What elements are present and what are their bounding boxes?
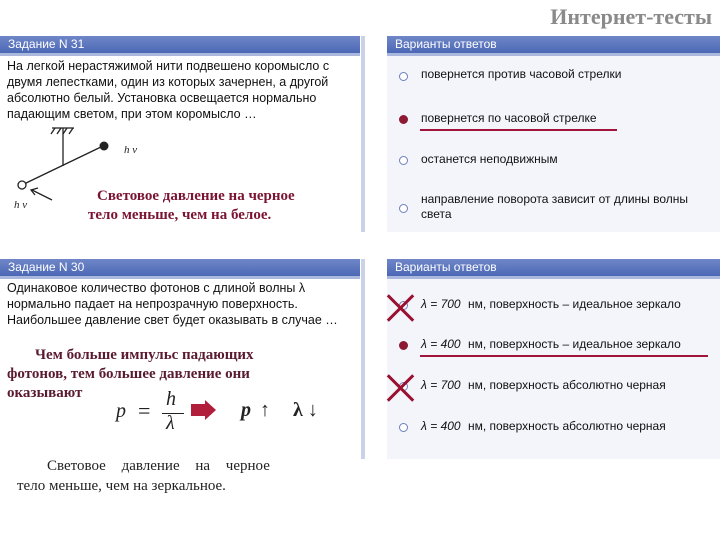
- question-line: абсолютно белый. Установка освещается нормально: [7, 91, 317, 105]
- arrow-right-icon: [191, 400, 217, 420]
- radio-button-selected[interactable]: [399, 341, 408, 350]
- task1-note: [88, 187, 350, 225]
- cross-mark-icon: [387, 295, 413, 321]
- question-line: Одинаковое количество фотонов с длиной волны λ: [7, 281, 306, 295]
- radio-button[interactable]: [399, 72, 408, 81]
- task1-question: [7, 58, 359, 122]
- answer-underline: [420, 355, 708, 357]
- answers1-header: Варианты ответов: [387, 36, 720, 53]
- answers2-header: Варианты ответов: [387, 259, 720, 276]
- task1-panel: [0, 36, 360, 56]
- note-line: тело меньше, чем на зеркальное.: [17, 478, 226, 494]
- answer-option-line: света: [421, 207, 452, 221]
- task2-note2: [17, 456, 337, 496]
- task2-question: [7, 280, 359, 328]
- task2-header: Задание N 30: [0, 259, 360, 276]
- note-line: оказывают: [7, 385, 83, 401]
- radio-button-selected[interactable]: [399, 115, 408, 124]
- task2-panel: [0, 259, 360, 279]
- note-line: Чем больше импульс падающих: [35, 347, 254, 363]
- radio-button[interactable]: [399, 156, 408, 165]
- answer-option[interactable]: повернется против часовой стрелки: [421, 67, 622, 81]
- answer-option[interactable]: λ = 700 нм, поверхность – идеальное зеркало: [421, 297, 681, 311]
- note-line: фотонов, тем большее давление они: [7, 366, 250, 382]
- momentum-result: [241, 399, 318, 422]
- lambda-symbol: λ: [293, 399, 303, 421]
- answer-option[interactable]: λ = 700 нм, поверхность абсолютно черная: [421, 378, 666, 392]
- down-arrow-icon: ↓: [307, 399, 318, 421]
- radio-button[interactable]: [399, 204, 408, 213]
- radio-button[interactable]: [399, 423, 408, 432]
- answer-option[interactable]: [421, 192, 688, 222]
- answer-option[interactable]: λ = 400 нм, поверхность абсолютно черная: [421, 419, 666, 433]
- answer-option-selected[interactable]: повернется по часовой стрелке: [421, 111, 597, 125]
- hv-label-bottom: h ν: [14, 199, 28, 211]
- up-arrow-icon: ↑: [260, 399, 270, 421]
- answers2-panel: [387, 259, 720, 459]
- note-line: Световое давление на черное: [47, 458, 270, 474]
- answer-option[interactable]: останется неподвижным: [421, 152, 558, 166]
- question-line: Наибольшее давление свет будет оказывать в случае …: [7, 313, 338, 327]
- answer-underline: [420, 129, 617, 131]
- note-line: тело меньше, чем на белое.: [88, 207, 272, 223]
- cross-mark-icon: [387, 375, 413, 401]
- black-petal: [100, 142, 109, 151]
- answers1-panel: [387, 36, 720, 232]
- question-line: двумя лепестками, один из которых зачернен, а другой: [7, 75, 329, 89]
- answer-option-line: направление поворота зависит от длины волны: [421, 192, 689, 206]
- hv-label-top: h ν: [124, 144, 138, 156]
- question-line: На легкой нерастяжимой нити подвешено коромысло с: [7, 59, 330, 73]
- p-symbol: p: [241, 399, 251, 421]
- question-line: падающим светом, при этом коромысло …: [7, 107, 257, 121]
- answer-option-selected[interactable]: λ = 400 нм, поверхность – идеальное зеркало: [421, 337, 681, 351]
- slide-title: Интернет-тесты: [550, 4, 712, 29]
- momentum-formula: p = h λ: [116, 390, 196, 436]
- task1-header: Задание N 31: [0, 36, 360, 53]
- note-line: Световое давление на черное: [97, 188, 295, 204]
- question-line: нормально падает на непрозрачную поверхность.: [7, 297, 298, 311]
